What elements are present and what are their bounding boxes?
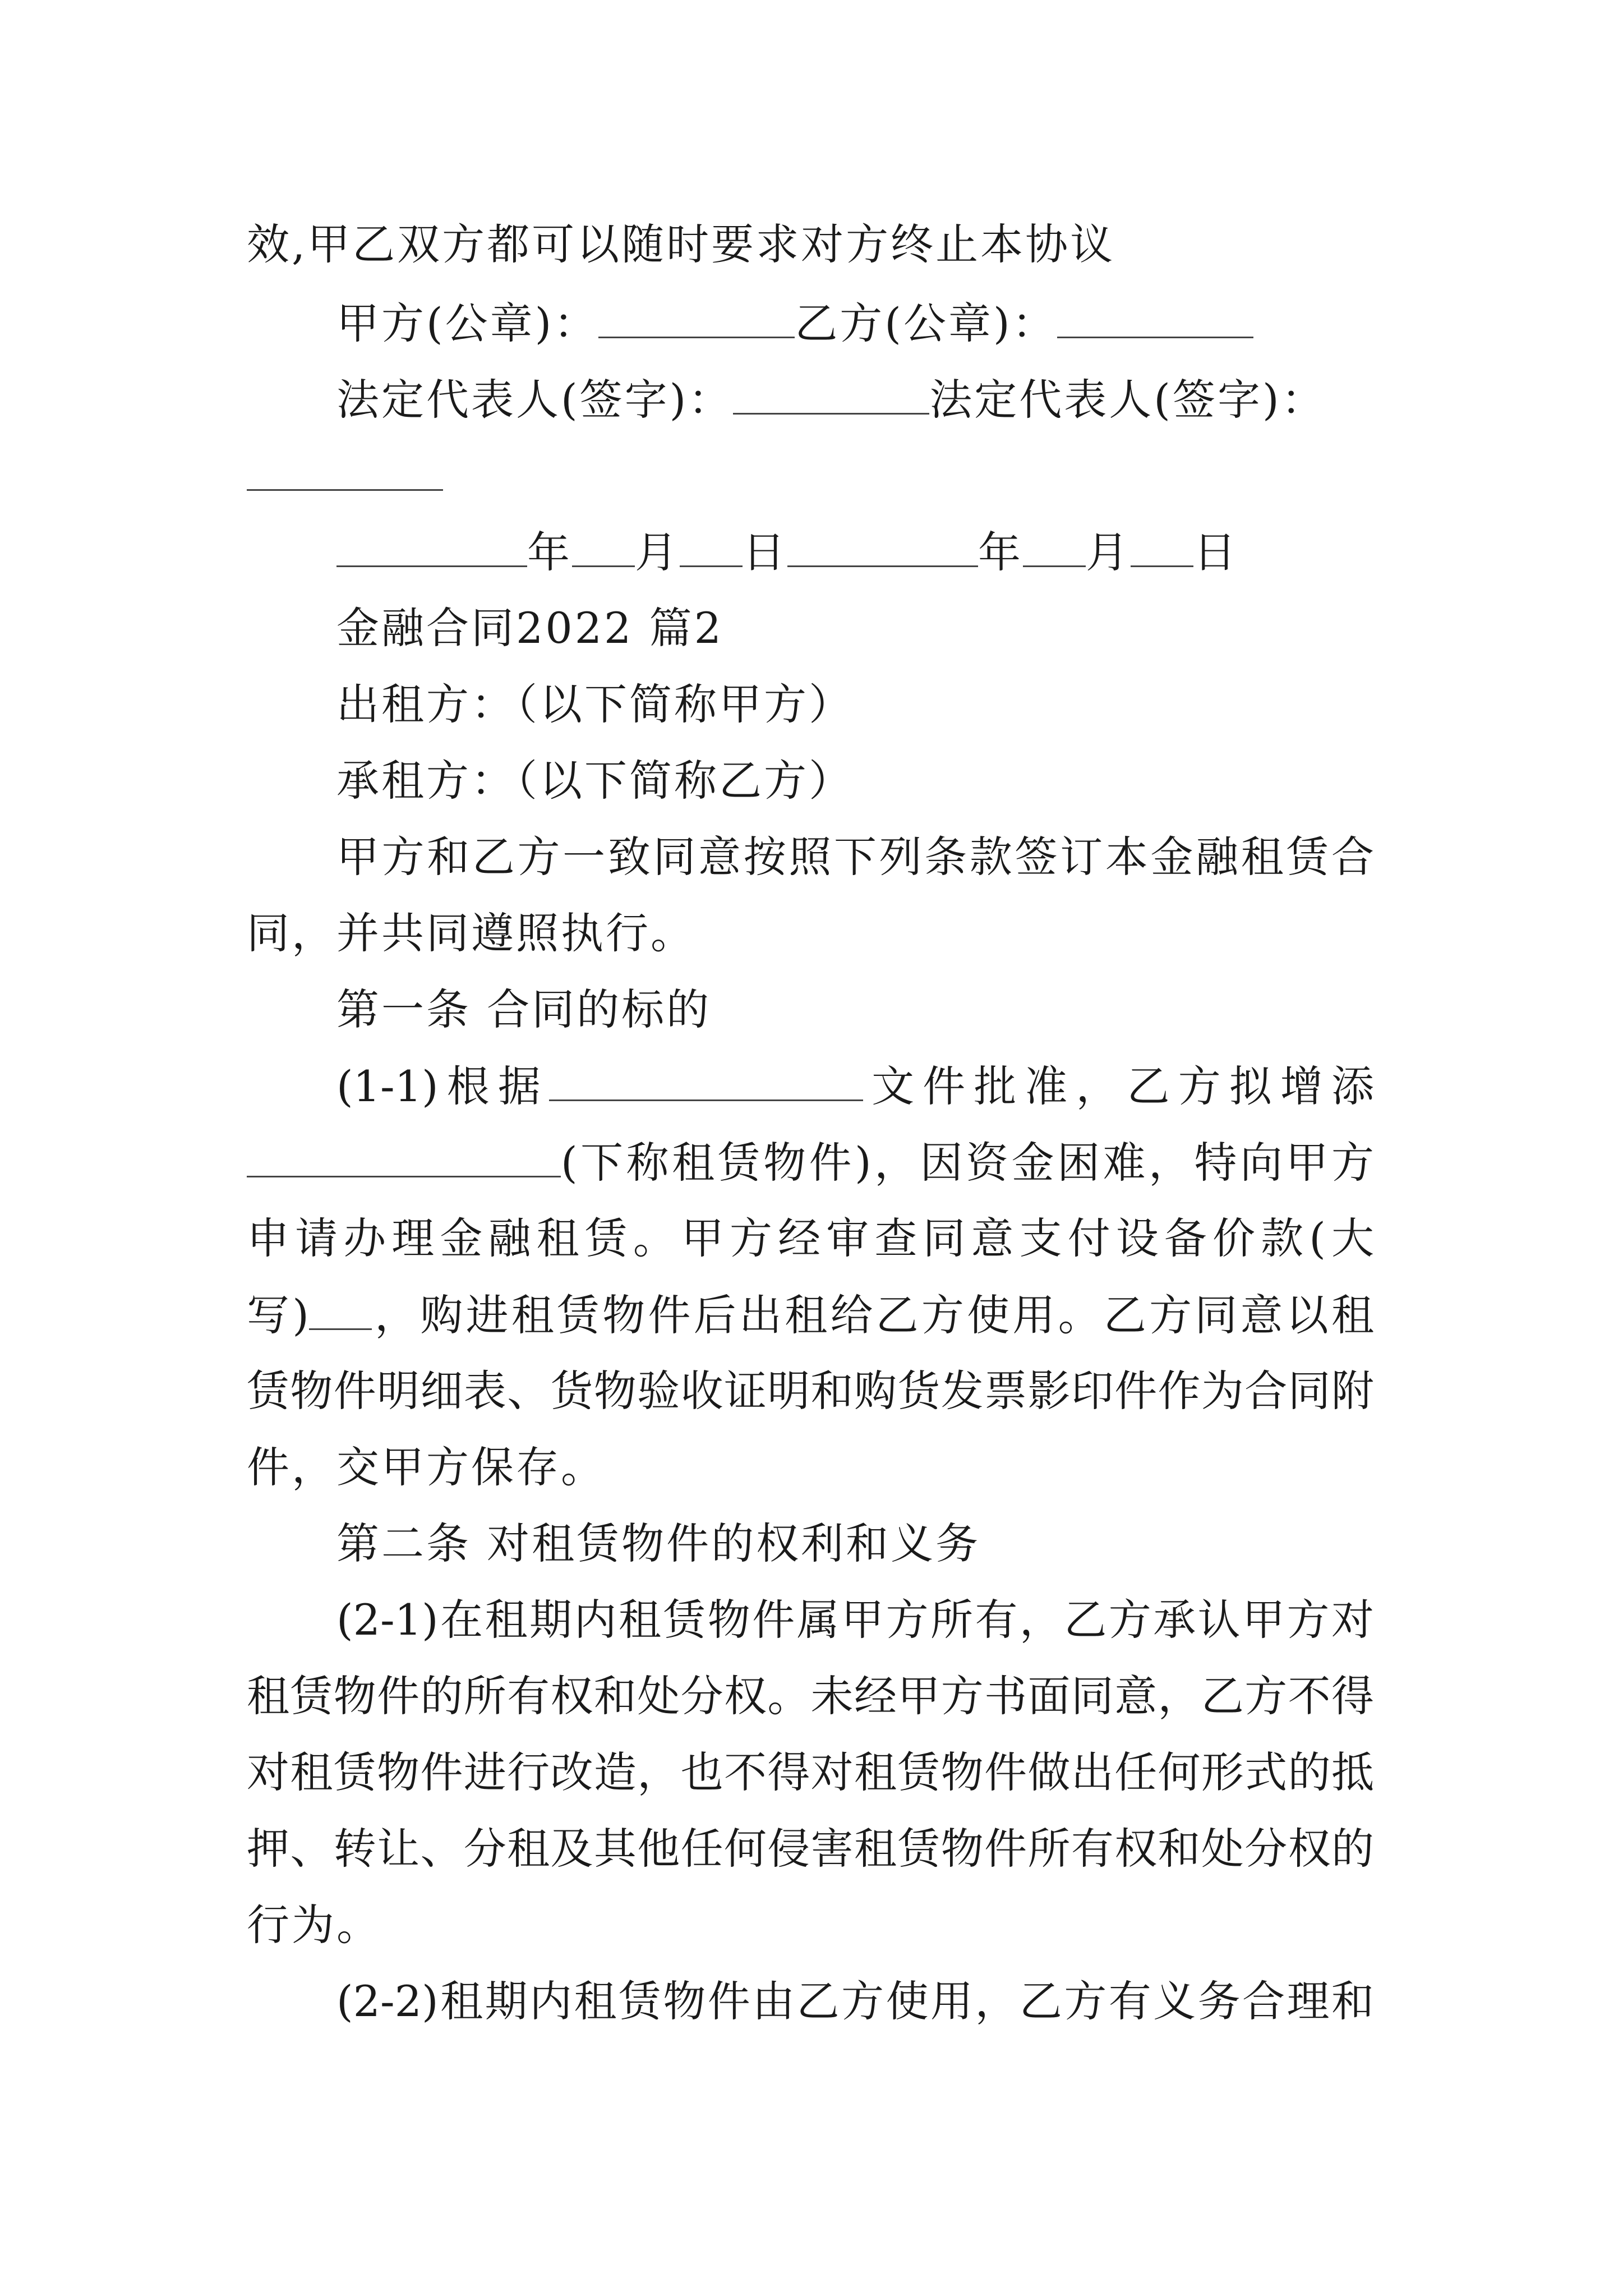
lessee-line: 承租方：（以下简称乙方）: [336, 756, 854, 806]
party-a-seal-blank: [598, 296, 795, 338]
rep-b-blank: [247, 449, 443, 491]
rep-b-blank-line: [247, 449, 1374, 503]
article-2-line-6: (2-2)租期内租赁物件由乙方使用，乙方有义务合理和: [336, 1976, 1374, 2026]
article-2-line-2: 租赁物件的所有权和处分权。未经甲方书面同意，乙方不得: [247, 1671, 1374, 1721]
party-a-seal-label: 甲方(公章)：: [336, 298, 599, 348]
intro-line-1: 甲方和乙方一致同意按照下列条款签订本金融租赁合: [336, 832, 1374, 882]
date-line: 年 月 日 年 月 日: [336, 525, 1374, 579]
rep-a-blank: [733, 372, 929, 415]
representative-line: [336, 372, 1374, 427]
intro-line-2: 同，并共同遵照执行。: [247, 908, 695, 958]
rep-a-label: 法定代表人(签字)：: [336, 375, 734, 425]
lessor-line: 出租方：（以下简称甲方）: [336, 679, 854, 729]
amount-blank: [309, 1288, 372, 1330]
article-2-heading: 第二条 对租赁物件的权利和义务: [336, 1519, 981, 1568]
article-1-heading: 第一条 合同的标的: [336, 984, 712, 1034]
party-b-seal-label: 乙方(公章)：: [795, 298, 1057, 348]
date-a-month-blank: [572, 525, 635, 567]
article-1-line-2: (下称租赁物件)，因资金困难，特向甲方: [247, 1135, 1374, 1190]
rep-b-label: 法定代表人(签字)：: [929, 375, 1326, 425]
date-b-month-blank: [1023, 525, 1086, 567]
leased-item-blank: [247, 1135, 561, 1177]
article-1-line-1: (1-1)根据 文件批准，乙方拟增添: [336, 1059, 1374, 1114]
date-b-day-blank: [1131, 525, 1193, 567]
party-b-seal-blank: [1057, 296, 1253, 338]
article-1-line-4: 写) ，购进租赁物件后出租给乙方使用。乙方同意以租: [247, 1288, 1374, 1342]
article-2-line-1: (2-1)在租期内租赁物件属甲方所有，乙方承认甲方对: [336, 1595, 1374, 1645]
article-2-line-4: 押、转让、分租及其他任何侵害租赁物件所有权和处分权的: [247, 1824, 1374, 1874]
approval-document-blank: [549, 1059, 863, 1101]
seal-line: [336, 296, 1374, 351]
article-2-line-5: 行为。: [247, 1900, 381, 1950]
article-2-line-3: 对租赁物件进行改造，也不得对租赁物件做出任何形式的抵: [247, 1747, 1374, 1797]
carry-over-line: 效,甲乙双方都可以随时要求对方终止本协议: [247, 219, 1115, 269]
date-a-day-blank: [680, 525, 743, 567]
article-1-line-3: 申请办理金融租赁。甲方经审查同意支付设备价款(大: [247, 1213, 1374, 1263]
article-1-line-5: 赁物件明细表、货物验收证明和购货发票影印件作为合同附: [247, 1366, 1374, 1416]
date-a-year-blank: [336, 525, 527, 567]
contract-title: 金融合同2022 篇2: [336, 603, 723, 653]
article-1-line-6: 件，交甲方保存。: [247, 1442, 606, 1492]
date-b-year-blank: [787, 525, 978, 567]
